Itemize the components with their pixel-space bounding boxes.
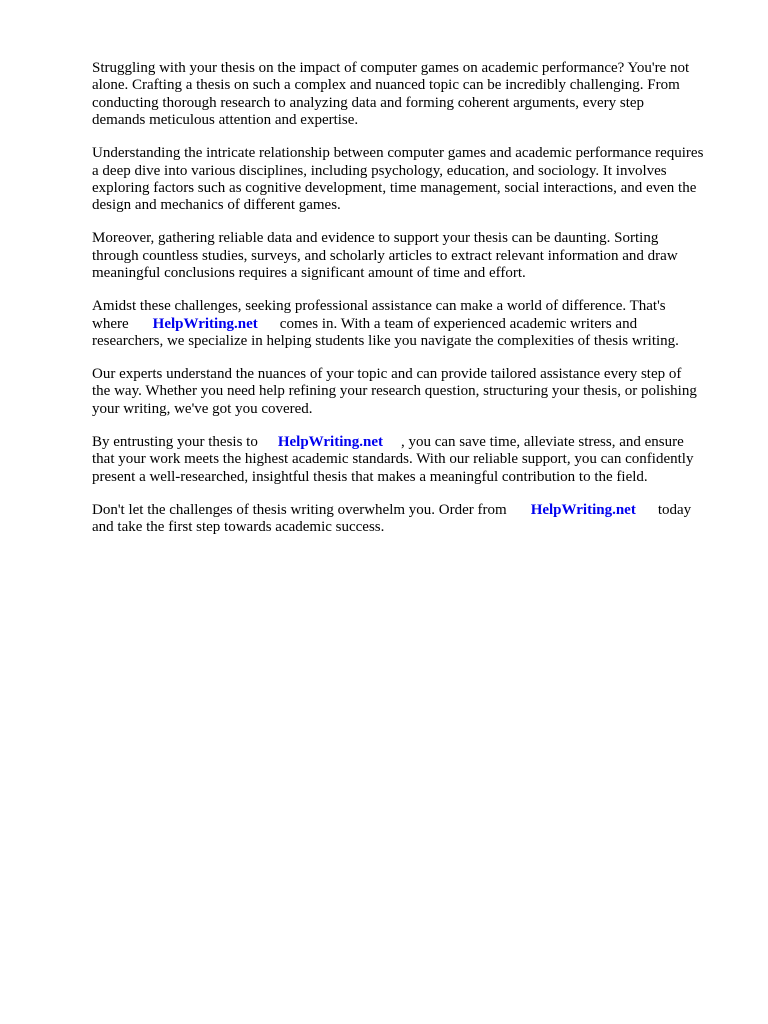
text-line — [92, 434, 728, 451]
text-line: the way. Whether you need help refining your research question, structuring your thesis, or polishing — [92, 383, 697, 400]
paragraph-entrusting — [92, 434, 728, 486]
text-line: demands meticulous attention and expertise. — [92, 112, 359, 129]
helpwriting-link[interactable]: HelpWriting.net — [277, 433, 383, 450]
text-segment: By entrusting your thesis to — [92, 433, 258, 450]
text-segment: comes in. With a team of experienced academic writers and — [279, 315, 638, 332]
paragraph-assistance — [92, 298, 728, 350]
paragraph-experts — [92, 366, 728, 418]
text-line: researchers, we specialize in helping students like you navigate the complexities of thesis writing. — [92, 333, 679, 350]
text-line: alone. Crafting a thesis on such a complex and nuanced topic can be incredibly challenging. From — [92, 77, 680, 94]
text-line: Moreover, gathering reliable data and evidence to support your thesis can be daunting. Sorting — [92, 230, 659, 247]
paragraph-intro — [92, 60, 728, 130]
text-line: that your work meets the highest academic standards. With our reliable support, you can confidently — [92, 451, 694, 468]
text-line: Our experts understand the nuances of your topic and can provide tailored assistance every step of — [92, 366, 682, 383]
text-line — [92, 502, 728, 519]
text-line: your writing, we've got you covered. — [92, 400, 313, 417]
text-line — [92, 316, 728, 333]
text-segment: today — [657, 501, 692, 518]
text-line: present a well-researched, insightful thesis that makes a meaningful contribution to the field. — [92, 468, 648, 485]
text-line: meaningful conclusions requires a significant amount of time and effort. — [92, 265, 526, 282]
paragraph-relationship — [92, 145, 728, 215]
text-segment: , you can save time, alleviate stress, and ensure — [400, 433, 684, 450]
text-segment: where — [92, 315, 129, 332]
helpwriting-link[interactable]: HelpWriting.net — [152, 315, 258, 332]
text-line: design and mechanics of different games. — [92, 197, 341, 214]
text-line: through countless studies, surveys, and scholarly articles to extract relevant information and draw — [92, 247, 678, 264]
text-line: and take the first step towards academic success. — [92, 519, 385, 536]
paragraph-call-to-action — [92, 502, 728, 537]
document-body — [92, 60, 728, 552]
text-line: Struggling with your thesis on the impact of computer games on academic performance? You're not — [92, 60, 690, 76]
paragraph-data-gathering — [92, 230, 728, 282]
text-line: Understanding the intricate relationship between computer games and academic performance requires — [92, 145, 704, 162]
text-line: exploring factors such as cognitive development, time management, social interactions, and even the — [92, 180, 697, 197]
text-line: a deep dive into various disciplines, including psychology, education, and sociology. It involves — [92, 162, 667, 179]
text-line: conducting thorough research to analyzing data and forming coherent arguments, every step — [92, 94, 645, 111]
helpwriting-link[interactable]: HelpWriting.net — [530, 501, 636, 518]
text-segment: Don't let the challenges of thesis writing overwhelm you. Order from — [92, 501, 507, 518]
text-line: Amidst these challenges, seeking professional assistance can make a world of difference. That's — [92, 298, 666, 315]
